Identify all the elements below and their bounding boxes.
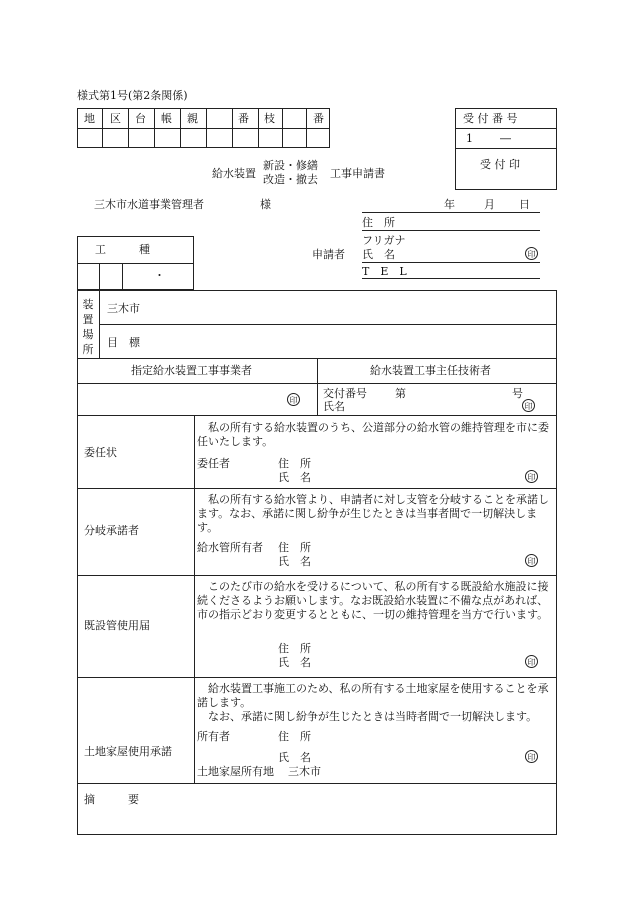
ledger-header-dai: 台 <box>135 112 146 125</box>
chief-name-label: 氏名 <box>323 400 345 413</box>
applicant-furigana-label: フリガナ <box>362 234 406 247</box>
license-go: 号 <box>512 387 523 400</box>
addressee-name: 三木市水道事業管理者 <box>94 198 204 211</box>
existing-text: このたび市の給水を受けるについて、私の所有する既設給水施設に接続くださるようお願いします。なお既設給水装置に不備な点があれば、市の指示どおり変更するとともに、一切の維持管理を当方で行います。 <box>197 580 549 621</box>
existing-label: 既設管使用届 <box>84 619 150 632</box>
applicant-tel-label: T E L <box>362 265 407 278</box>
reception-number-dash: ― <box>500 132 511 145</box>
ledger-header-oya: 親 <box>187 112 198 125</box>
branch-seal-icon: 印 <box>525 554 538 567</box>
location-city: 三木市 <box>107 302 140 315</box>
land-name-label: 氏 名 <box>278 751 311 764</box>
reception-number-header: 受 付 番 号 <box>463 112 518 125</box>
branch-name-label: 氏 名 <box>278 555 311 568</box>
applicant-seal-icon: 印 <box>525 247 538 260</box>
existing-seal-icon: 印 <box>525 655 538 668</box>
title-suffix: 工事申請書 <box>330 167 385 180</box>
land-location-city: 三木市 <box>288 765 321 778</box>
delegation-text: 私の所有する給水装置のうち、公道部分の給水管の維持管理を市に委任いたします。 <box>197 421 549 448</box>
title-prefix: 給水装置 <box>212 167 256 180</box>
form-number: 様式第1号(第2条関係) <box>77 89 188 102</box>
branch-role: 給水管所有者 <box>197 541 263 554</box>
title-type-line2: 改造・撤去 <box>263 173 318 186</box>
land-label: 土地家屋使用承諾 <box>84 745 172 758</box>
branch-text: 私の所有する給水管より、申請者に対し支管を分岐することを承諾します。なお、承諾に関し紛争が生じたときは当事者間で一切解決します。 <box>197 493 549 534</box>
existing-name-label: 氏 名 <box>278 656 311 669</box>
land-address-label: 住 所 <box>278 730 311 743</box>
date-day[interactable]: 日 <box>519 198 530 211</box>
delegation-name-label: 氏 名 <box>278 471 311 484</box>
ledger-header-ku: 区 <box>110 112 121 125</box>
chief-engineer-label: 給水装置工事主任技術者 <box>370 364 491 377</box>
date-month[interactable]: 月 <box>484 198 495 211</box>
land-text1: 給水装置工事施工のため、私の所有する土地家屋を使用することを承諾します。 <box>197 682 549 709</box>
delegation-role: 委任者 <box>197 457 230 470</box>
ledger-header-eda: 枝 <box>264 112 275 125</box>
land-seal-icon: 印 <box>525 750 538 763</box>
ledger-header-chi: 地 <box>84 112 95 125</box>
applicant-name-label: 氏 名 <box>362 248 395 261</box>
ledger-header-ban1: 番 <box>238 112 249 125</box>
location-landmark: 目 標 <box>107 336 140 349</box>
delegation-address-label: 住 所 <box>278 457 311 470</box>
chief-seal-icon: 印 <box>522 399 535 412</box>
applicant-address-label: 住 所 <box>362 216 395 229</box>
remarks-label: 摘 要 <box>84 793 139 806</box>
reception-stamp-label: 受 付 印 <box>480 158 520 171</box>
ledger-header-ban2: 番 <box>313 112 324 125</box>
title-type-line1: 新設・修繕 <box>263 159 318 172</box>
applicant-label: 申請者 <box>312 248 345 261</box>
contractor-seal-icon: 印 <box>287 393 300 406</box>
date-year[interactable]: 年 <box>444 198 455 211</box>
delegation-seal-icon: 印 <box>525 470 538 483</box>
license-number-label: 交付番号 <box>323 387 367 400</box>
work-type-dot: ・ <box>154 269 165 282</box>
license-dai: 第 <box>395 387 406 400</box>
land-location-label: 土地家屋所有地 <box>197 765 274 778</box>
land-role: 所有者 <box>197 730 230 743</box>
location-label: 装置場所 <box>82 298 94 356</box>
work-type-label: 工 種 <box>95 243 150 256</box>
land-text2: なお、承諾に関し紛争が生じたときは当時者間で一切解決します。 <box>208 710 538 723</box>
existing-address-label: 住 所 <box>278 642 311 655</box>
reception-number-prefix: 1 <box>466 132 473 145</box>
designated-contractor-label: 指定給水装置工事事業者 <box>131 364 252 377</box>
delegation-label: 委任状 <box>84 446 117 459</box>
branch-address-label: 住 所 <box>278 541 311 554</box>
addressee-honorific: 様 <box>260 198 271 211</box>
branch-label: 分岐承諾者 <box>84 524 139 537</box>
ledger-header-cho: 帳 <box>161 112 172 125</box>
